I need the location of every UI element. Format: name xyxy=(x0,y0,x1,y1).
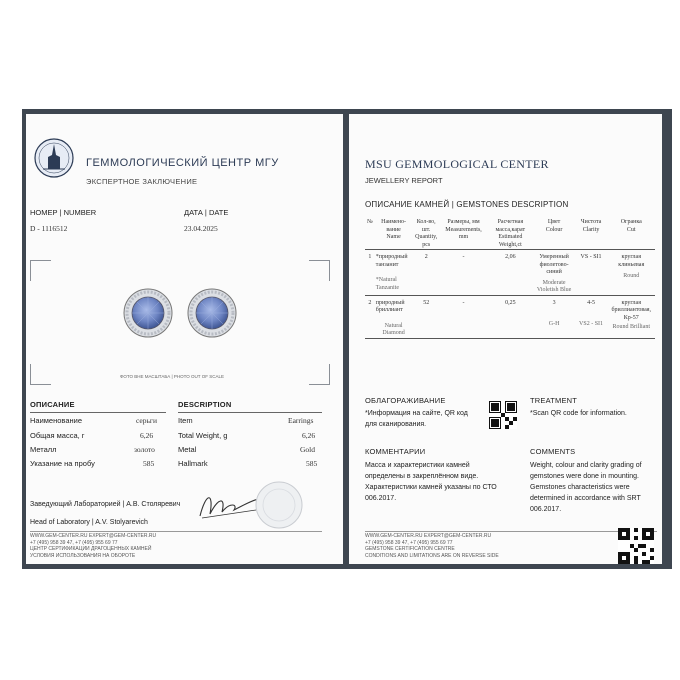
desc-en-label: Item xyxy=(178,416,193,425)
footer-divider xyxy=(365,531,657,532)
comments-ru-title: КОММЕНТАРИИ xyxy=(365,447,426,456)
photo-corner xyxy=(309,364,330,385)
photo-caption: ФОТО ВНЕ МАСШТАБА | PHOTO OUT OF SCALE xyxy=(120,374,224,379)
footer-line: +7 (495) 958 39 47, +7 (495) 955 69 77 xyxy=(30,539,118,546)
photo-corner xyxy=(309,260,330,281)
qr-code-icon[interactable] xyxy=(489,401,517,429)
desc-ru-label: Указание на пробу xyxy=(30,459,95,468)
desc-en-label: Metal xyxy=(178,445,197,454)
footer-qr-code-icon[interactable] xyxy=(618,528,654,564)
footer-line: ЦЕНТР СЕРТИФИКАЦИИ ДРАГОЦЕННЫХ КАМНЕЙ xyxy=(30,546,152,552)
divider xyxy=(178,412,322,413)
desc-ru-title: ОПИСАНИЕ xyxy=(30,400,75,409)
number-value: D - 1116512 xyxy=(30,224,68,233)
cell-clarity: 4-5 VS2 - SI1 xyxy=(579,299,604,327)
right-page xyxy=(349,114,662,564)
th-clarity: Чистота Clarity xyxy=(580,219,602,233)
desc-en-value: Earrings xyxy=(288,416,314,425)
th-colour: Цвет Colour xyxy=(545,219,563,233)
cell-size: - xyxy=(462,299,465,306)
footer-line: WWW.GEM-CENTER.RU EXPERT@GEM-CENTER.RU xyxy=(365,533,492,539)
report-type-en: JEWELLERY REPORT xyxy=(365,176,443,185)
certificate-frame xyxy=(22,109,672,569)
cell-qty: 2 xyxy=(424,254,428,260)
hologram-seal-icon xyxy=(254,480,304,530)
cell-cut: круглая бриллиантовая, Кр-57 Round Brilliant xyxy=(611,299,652,330)
cell-name: природный бриллиант Natural Diamond xyxy=(375,299,405,336)
desc-ru-label: Металл xyxy=(30,445,57,454)
head-of-lab-ru: Заведующий Лабораторией | А.В. Столяревич xyxy=(30,501,181,508)
treatment-title: TREATMENT xyxy=(530,396,578,405)
th-weight: Расчетная масса,карат Estimated Weight,ct xyxy=(495,219,526,248)
org-name-ru: ГЕММОЛОГИЧЕСКИЙ ЦЕНТР МГУ xyxy=(86,157,279,169)
photo-corner xyxy=(30,260,51,281)
footer-line: УСЛОВИЯ ИСПОЛЬЗОВАНИЯ НА ОБОРОТЕ xyxy=(30,552,136,559)
desc-en-label: Total Weight, g xyxy=(178,431,228,440)
cell-weight: 2,06 xyxy=(505,254,516,260)
footer-divider xyxy=(30,531,322,532)
footer-line: GEMSTONE CERTIFICATION CENTRE xyxy=(365,546,455,552)
th-quantity: Кол-во, шт. Quantity, pcs xyxy=(415,219,438,248)
cell-qty: 52 xyxy=(423,299,430,306)
earring-left xyxy=(124,289,172,337)
cell-weight: 0,25 xyxy=(505,299,516,306)
number-label: НОМЕР | NUMBER xyxy=(30,208,97,217)
engraving-text: *Информация на сайте, QR код для сканирования. xyxy=(365,410,468,428)
th-name: Наимено-вание Name xyxy=(381,219,407,240)
org-name-en: MSU GEMMOLOGICAL CENTER xyxy=(365,157,549,171)
gemstones-title: ОПИСАНИЕ КАМНЕЙ | GEMSTONES DESCRIPTION xyxy=(365,200,569,209)
footer-contacts xyxy=(365,533,499,559)
earring-right xyxy=(188,289,236,337)
gemstones-table xyxy=(365,219,655,339)
desc-ru-value: 585 xyxy=(143,459,155,468)
cell-no: 2 xyxy=(368,299,372,306)
table-header-row xyxy=(365,219,655,250)
head-of-lab-en: Head of Laboratory | A.V. Stolyarevich xyxy=(30,519,148,526)
engraving-title: ОБЛАГОРАЖИВАНИЕ xyxy=(365,396,446,405)
cell-name: *природный танзанит *Natural Tanzanite xyxy=(375,254,408,291)
cell-no: 1 xyxy=(368,254,372,260)
th-no: № xyxy=(367,219,373,225)
cell-cut: круглая клиньевая Round xyxy=(618,254,645,279)
cell-clarity: VS - SI1 xyxy=(580,254,602,260)
cell-colour: 3 G-H xyxy=(548,299,560,327)
footer-line: WWW.GEM-CENTER.RU EXPERT@GEM-CENTER.RU xyxy=(30,533,157,539)
date-label: ДАТА | DATE xyxy=(184,208,229,217)
desc-ru-value: золото xyxy=(134,445,155,454)
footer-contacts xyxy=(30,533,156,559)
desc-ru-label: Наименование xyxy=(30,416,82,425)
desc-en-title: DESCRIPTION xyxy=(178,400,232,409)
photo-corner xyxy=(30,364,51,385)
table-row xyxy=(365,250,655,296)
footer-line: CONDITIONS AND LIMITATIONS ARE ON REVERSE SIDE xyxy=(365,552,499,559)
comments-en-text: Weight, colour and clarity grading of gemstones were done in mounting. Gemstones characteristics were determined in accordance with SRT 006.2017. xyxy=(530,462,642,513)
desc-ru-label: Общая масса, г xyxy=(30,431,85,440)
desc-ru-value: 6,26 xyxy=(140,431,154,440)
divider xyxy=(30,412,166,413)
cell-size: - xyxy=(462,254,465,260)
desc-en-value: Gold xyxy=(300,445,315,454)
footer-line: +7 (495) 958 39 47, +7 (495) 955 69 77 xyxy=(365,539,453,546)
th-measurements: Размеры, мм Measurements, mm xyxy=(445,219,482,240)
desc-en-value: 6,26 xyxy=(302,431,316,440)
left-page xyxy=(26,114,343,564)
desc-ru-value: серьги xyxy=(136,416,158,425)
comments-ru-text: Масса и характеристики камней определены в закреплённом виде. Характеристики камней указаны по СТО 006.2017. xyxy=(365,462,497,502)
th-cut: Огранка Cut xyxy=(620,219,642,233)
cell-colour: Умеренный фиолетово-синий Moderate Violetish Blue xyxy=(536,254,572,293)
treatment-text: *Scan QR code for information. xyxy=(530,410,627,417)
desc-en-value: 585 xyxy=(306,459,318,468)
earrings-photo xyxy=(120,285,240,341)
date-value: 23.04.2025 xyxy=(184,224,218,233)
report-type-ru: ЭКСПЕРТНОЕ ЗАКЛЮЧЕНИЕ xyxy=(86,177,198,186)
msu-logo-icon xyxy=(33,137,75,179)
desc-en-label: Hallmark xyxy=(178,459,208,468)
table-row xyxy=(365,295,655,338)
comments-en-title: COMMENTS xyxy=(530,447,576,456)
